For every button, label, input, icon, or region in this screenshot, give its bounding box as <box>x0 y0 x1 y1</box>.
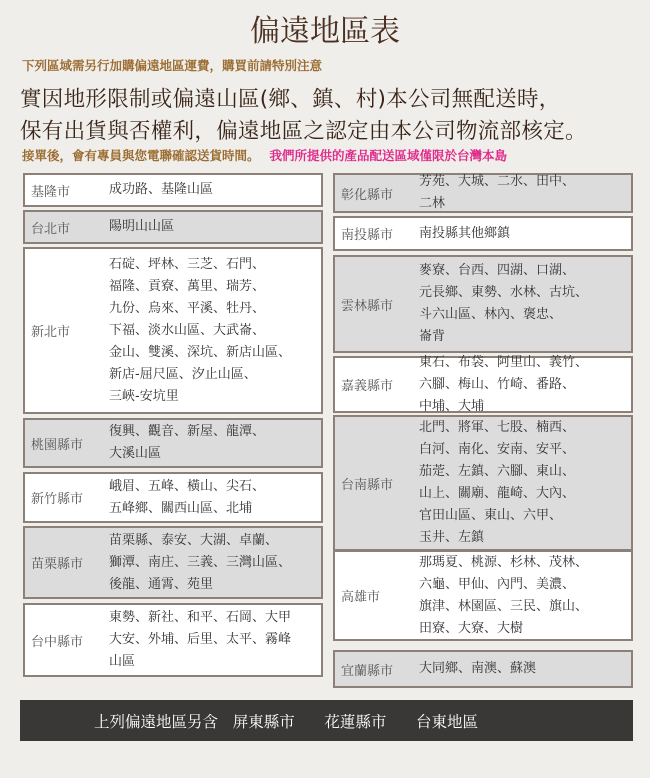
area-line: 旗津、林園區、三民、旗山、 <box>419 598 589 614</box>
region-name: 宜蘭縣市 <box>341 663 394 679</box>
region-row <box>333 415 633 551</box>
region-name: 桃園縣市 <box>31 437 84 453</box>
region-areas <box>419 658 536 680</box>
region-row <box>23 210 323 244</box>
area-line: 芳苑、大城、二水、田中、 <box>419 174 576 189</box>
area-line: 元長鄉、東勢、水林、古坑、 <box>419 285 589 300</box>
region-name: 苗栗縣市 <box>31 557 84 572</box>
area-line: 那瑪夏、桃源、杉林、茂林、 <box>419 554 589 570</box>
area-line: 東勢、新社、和平、石岡、大甲 <box>109 610 292 625</box>
region-areas <box>419 260 588 348</box>
footer-area: 台東地區 <box>415 712 478 731</box>
area-line: 玉井、左鎮 <box>419 530 485 545</box>
area-line: 麥寮、台西、四湖、口湖、 <box>419 263 576 278</box>
area-line: 金山、雙溪、深坑、新店山區、 <box>109 344 292 360</box>
area-line: 大溪山區 <box>109 446 162 461</box>
area-line: 二林 <box>419 196 446 211</box>
region-areas <box>419 223 510 245</box>
region-name: 雲林縣市 <box>341 298 394 314</box>
area-line: 東石、布袋、阿里山、義竹、 <box>419 354 589 370</box>
region-name: 基隆市 <box>31 184 71 200</box>
area-line: 崙背 <box>419 329 446 344</box>
contact-text: 接單後，會有專員與您電聯確認送貨時間。 <box>22 148 260 163</box>
region-areas <box>109 476 265 520</box>
region-row <box>333 216 633 251</box>
footer-area: 花蓮縣市 <box>324 712 387 731</box>
area-line: 峨眉、五峰、橫山、尖石、 <box>109 478 266 494</box>
contact-notice <box>22 146 507 164</box>
region-name: 彰化縣市 <box>341 187 394 203</box>
area-line: 後龍、通霄、苑里 <box>109 576 214 592</box>
region-name: 南投縣市 <box>341 228 394 243</box>
area-line: 獅潭、南庄、三義、三灣山區、 <box>109 554 292 570</box>
region-areas <box>109 179 213 201</box>
area-line: 中埔、大埔 <box>419 398 485 414</box>
region-areas <box>109 216 174 238</box>
region-row <box>333 173 633 213</box>
footer-bar <box>20 700 633 741</box>
region-row <box>23 173 323 207</box>
area-line: 六龜、甲仙、內門、美濃、 <box>419 576 576 592</box>
region-name: 新竹縣市 <box>31 492 84 507</box>
region-areas <box>419 171 575 215</box>
surcharge-notice: 下列區域需另行加購偏遠地區運費，購買前請特別注意 <box>22 58 323 73</box>
area-line: 成功路、基隆山區 <box>109 182 214 197</box>
area-line: 石碇、坪林、三芝、石門、 <box>109 256 266 272</box>
area-line: 官田山區、東山、六甲、 <box>419 508 563 523</box>
area-line: 白河、南化、安南、安平、 <box>419 442 576 457</box>
area-line: 大同鄉、南澳、蘇澳 <box>419 661 537 676</box>
area-line: 大安、外埔、后里、太平、霧峰 <box>109 632 292 647</box>
area-line: 五峰鄉、關西山區、北埔 <box>109 500 253 516</box>
page-title: 偏遠地區表 <box>250 14 400 49</box>
region-row <box>333 255 633 353</box>
area-line: 北門、將軍、七股、楠西、 <box>419 420 576 435</box>
area-line: 陽明山山區 <box>109 219 175 234</box>
area-line: 苗栗縣、泰安、大湖、卓蘭、 <box>109 532 279 548</box>
region-areas <box>109 607 291 673</box>
region-row <box>333 356 633 413</box>
footer-prefix: 上列偏遠地區另含 <box>94 712 219 731</box>
region-areas <box>109 421 265 465</box>
region-areas <box>419 417 575 549</box>
region-name: 台北市 <box>31 221 71 237</box>
area-line: 南投縣其他鄉鎮 <box>419 225 511 241</box>
region-row <box>23 603 323 677</box>
area-line: 斗六山區、林內、褒忠、 <box>419 307 563 322</box>
delivery-notice-line1: 實因地形限制或偏遠山區(鄉、鎮、村)本公司無配送時， <box>20 87 561 112</box>
area-line: 山區 <box>109 654 136 669</box>
region-row <box>333 550 633 641</box>
region-areas <box>419 352 588 418</box>
region-name: 台中縣市 <box>31 634 84 650</box>
region-areas <box>109 530 291 596</box>
region-areas <box>419 552 588 640</box>
region-row <box>333 650 633 688</box>
island-only-notice: 我們所提供的產品配送區域僅限於台灣本島 <box>269 148 508 163</box>
region-name: 新北市 <box>31 325 71 340</box>
region-name: 台南縣市 <box>341 477 394 493</box>
area-line: 田寮、大寮、大樹 <box>419 620 524 636</box>
region-row <box>23 247 323 414</box>
region-row <box>23 418 323 468</box>
region-row <box>23 526 323 599</box>
area-line: 三峽-安坑里 <box>109 388 179 404</box>
area-line: 下福、淡水山區、大武崙、 <box>109 322 266 338</box>
area-line: 山上、關廟、龍崎、大內、 <box>419 486 576 501</box>
area-line: 六腳、梅山、竹崎、番路、 <box>419 376 576 392</box>
region-row <box>23 472 323 523</box>
area-line: 九份、烏來、平溪、牡丹、 <box>109 300 266 316</box>
area-line: 復興、觀音、新屋、龍潭、 <box>109 424 266 439</box>
region-name: 嘉義縣市 <box>341 379 394 394</box>
region-areas <box>109 254 291 408</box>
area-line: 茄萣、左鎮、六腳、東山、 <box>419 464 576 479</box>
area-line: 福隆、貢寮、萬里、瑞芳、 <box>109 278 266 294</box>
footer-area: 屏東縣市 <box>232 712 295 731</box>
delivery-notice-line2: 保有出貨與否權利，偏遠地區之認定由本公司物流部核定。 <box>20 119 587 144</box>
area-line: 新店-屈尺區、汐止山區、 <box>109 366 257 382</box>
region-name: 高雄市 <box>341 590 381 605</box>
